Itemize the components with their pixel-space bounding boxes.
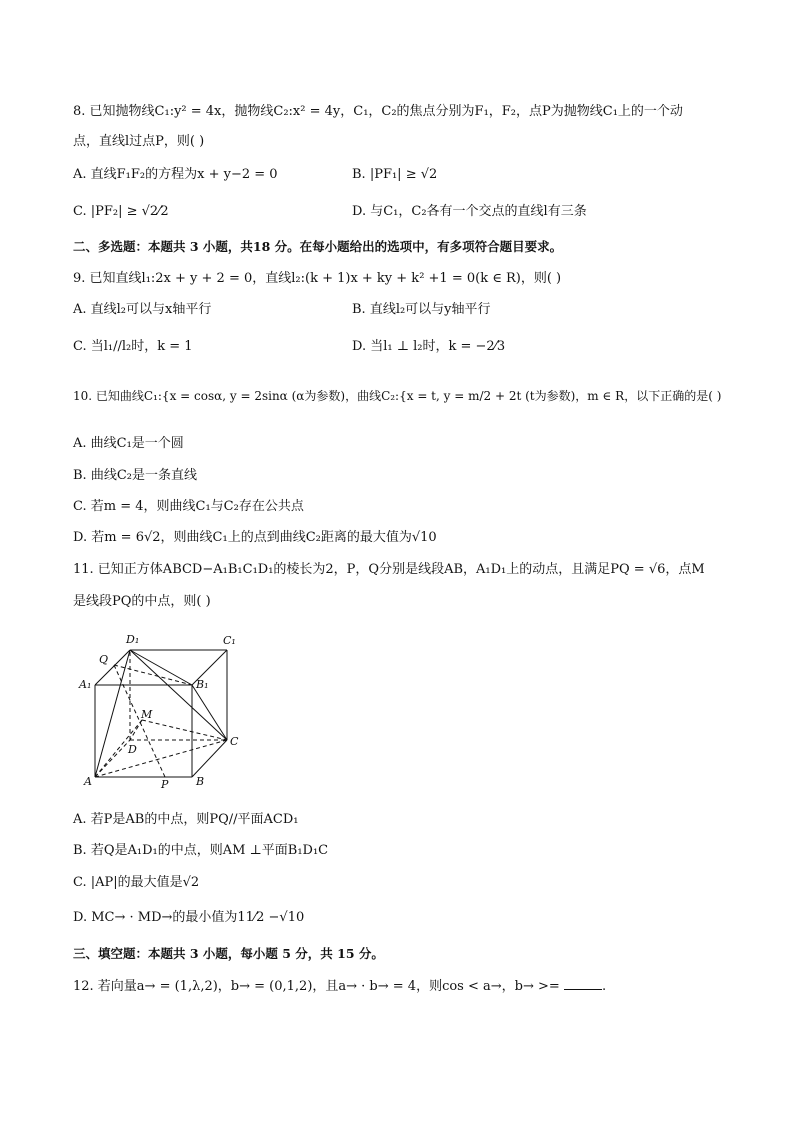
section-fill-in-heading: 三、填空题：本题共 3 小题，每小题 5 分，共 15 分。 xyxy=(73,946,384,961)
label-c: C xyxy=(230,735,239,748)
q10-option-c: C. 若m = 4，则曲线C₁与C₂存在公共点 xyxy=(73,499,304,514)
q12-answer-blank[interactable] xyxy=(564,977,602,990)
label-a: A xyxy=(84,775,92,788)
q8-stem-line1: 8. 已知抛物线C₁:y² = 4x，抛物线C₂:x² = 4y，C₁，C₂的焦点分别为F₁，F₂，点P为抛物线C₁上的一个动 xyxy=(73,104,683,119)
cube-figure xyxy=(70,625,250,790)
q10-option-b: B. 曲线C₂是一条直线 xyxy=(73,468,197,483)
q9-stem: 9. 已知直线l₁:2x + y + 2 = 0，直线l₂:(k + 1)x + ky + k² +1 = 0(k ∈ R)，则( ) xyxy=(73,271,562,286)
q11-stem-line2: 是线段PQ的中点，则( ) xyxy=(73,594,211,609)
q10-stem: 10. 已知曲线C₁:{x = cosα, y = 2sinα (α为参数)，曲线C₂:{x = t, y = m/2 + 2t (t为参数)，m ∈ R，以下正确的是( ) xyxy=(73,389,722,403)
q8-option-d: D. 与C₁，C₂各有一个交点的直线l有三条 xyxy=(352,204,587,219)
q8-option-b: B. |PF₁| ≥ √2 xyxy=(352,167,438,182)
label-d: D xyxy=(128,743,137,756)
q11-stem-line1: 11. 已知正方体ABCD−A₁B₁C₁D₁的棱长为2，P，Q分别是线段AB，A₁D₁上的动点，且满足PQ = √6，点M xyxy=(73,562,705,577)
q9-option-d: D. 当l₁ ⊥ l₂时，k = −2⁄3 xyxy=(352,339,506,354)
label-c1: C₁ xyxy=(223,634,236,647)
label-p: P xyxy=(161,778,169,790)
label-a1: A₁ xyxy=(79,678,92,691)
q8-option-a: A. 直线F₁F₂的方程为x + y−2 = 0 xyxy=(73,167,278,182)
segment-d1b1 xyxy=(130,650,192,685)
label-m: M xyxy=(141,708,153,721)
q9-option-c: C. 当l₁//l₂时，k = 1 xyxy=(73,339,193,354)
q12-stem: 12. 若向量a→ = (1,λ,2)，b→ = (0,1,2)，且a→ · b→ = 4，则cos < a→，b→ >= xyxy=(73,979,560,994)
segment-ad1 xyxy=(95,650,130,777)
section-multi-choice-heading: 二、多选题：本题共 3 小题，共18 分。在每小题给出的选项中，有多项符合题目要求。 xyxy=(73,239,563,254)
q11-option-b: B. 若Q是A₁D₁的中点，则AM ⊥平面B₁D₁C xyxy=(73,843,329,858)
q12-line: 12. 若向量a→ = (1,λ,2)，b→ = (0,1,2)，且a→ · b→ = 4，则cos < a→，b→ >= . xyxy=(73,979,607,994)
q11-option-c: C. |AP|的最大值是√2 xyxy=(73,875,200,890)
q11-option-d: D. MC→ · MD→的最小值为11⁄2 −√10 xyxy=(73,910,305,925)
segment-qb1 xyxy=(114,665,192,685)
segment-d1c xyxy=(130,650,227,740)
label-q: Q xyxy=(99,653,109,666)
label-d1: D₁ xyxy=(126,633,140,646)
segment-ac xyxy=(95,740,227,777)
segment-mc xyxy=(142,720,227,740)
q8-stem-line2: 点，直线l过点P，则( ) xyxy=(73,134,205,149)
q9-option-a: A. 直线l₂可以与x轴平行 xyxy=(73,302,212,317)
edge-bc xyxy=(192,740,227,777)
q10-option-d: D. 若m = 6√2，则曲线C₁上的点到曲线C₂距离的最大值为√10 xyxy=(73,530,437,545)
q9-option-b: B. 直线l₂可以与y轴平行 xyxy=(352,302,491,317)
label-b: B xyxy=(196,775,205,788)
q11-option-a: A. 若P是AB的中点，则PQ//平面ACD₁ xyxy=(73,812,299,827)
q8-option-c: C. |PF₂| ≥ √2⁄2 xyxy=(73,204,169,219)
q10-option-a: A. 曲线C₁是一个圆 xyxy=(73,436,184,451)
segment-md xyxy=(130,720,142,740)
label-b1: B₁ xyxy=(196,678,209,691)
